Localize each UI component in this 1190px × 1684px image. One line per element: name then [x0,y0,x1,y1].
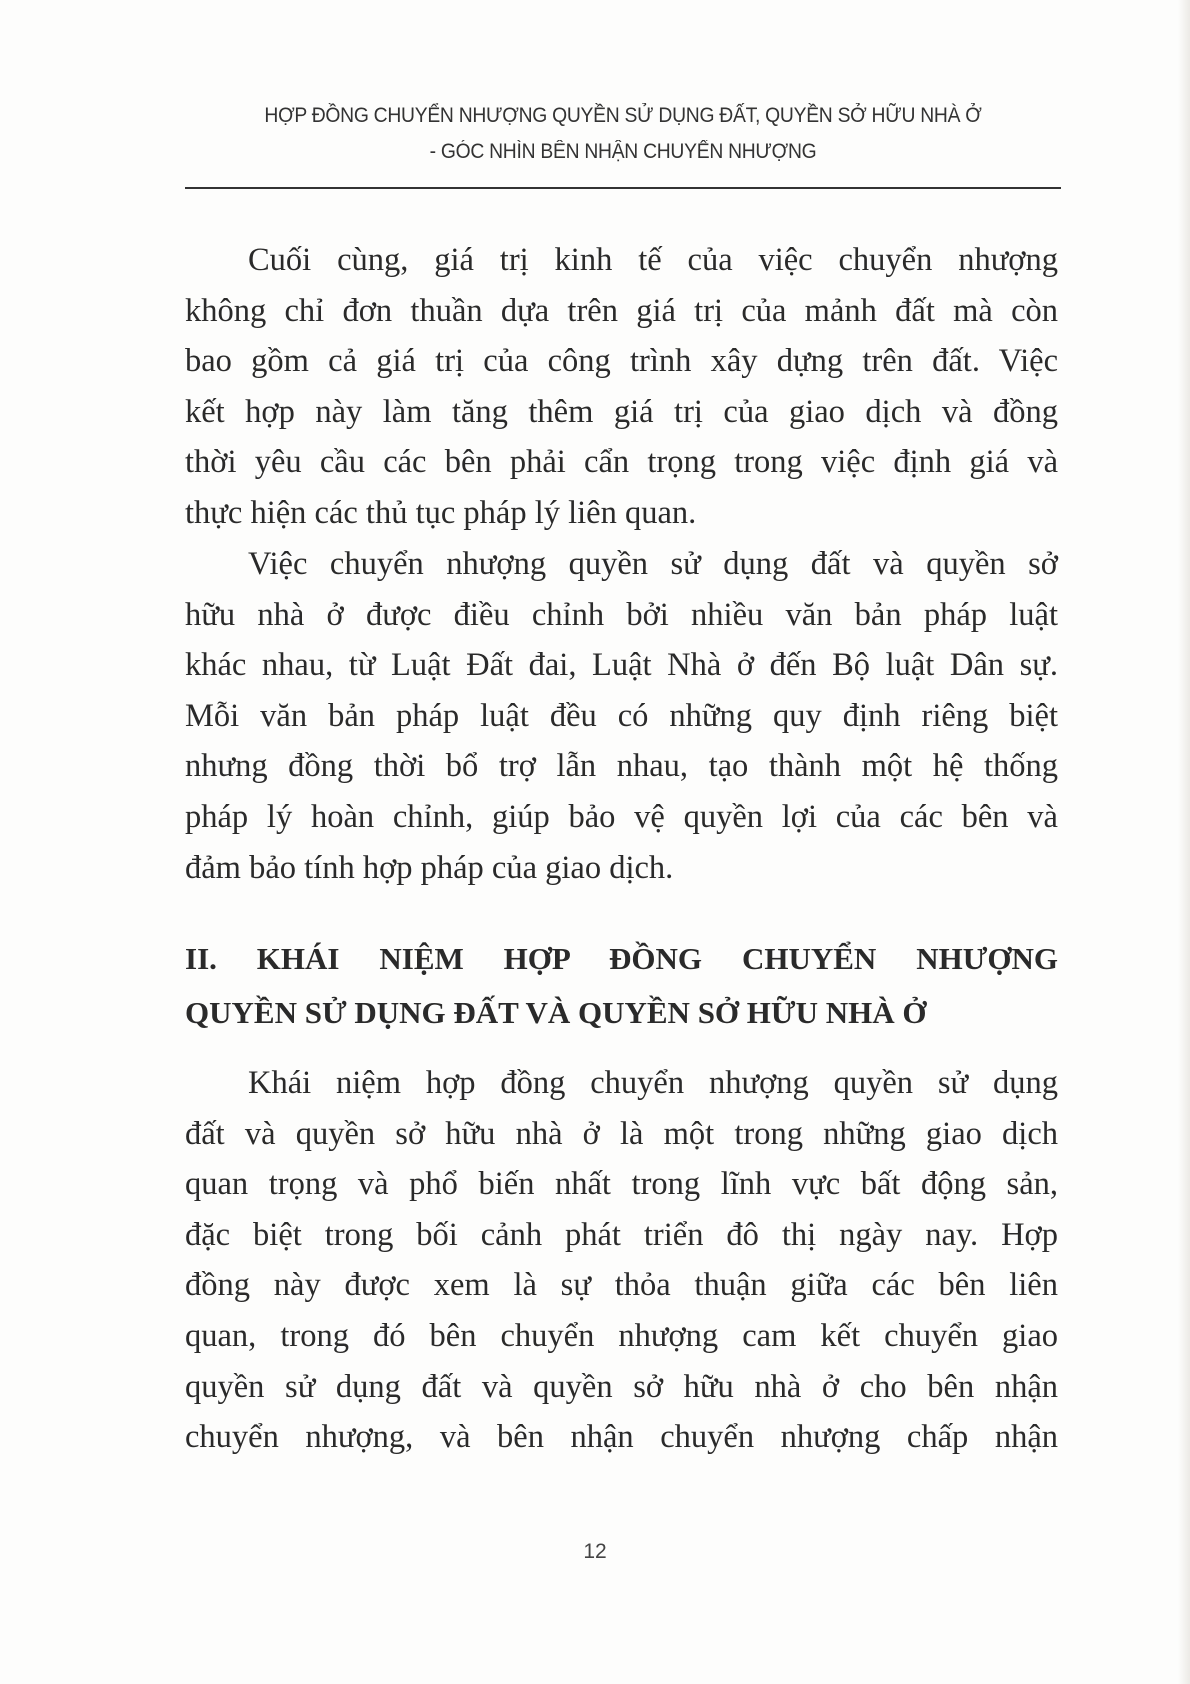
text-line: nhưng đồng thời bổ trợ lẫn nhau, tạo thành một hệ thống [185,748,1058,785]
text-line: quan, trong đó bên chuyển nhượng cam kết chuyển giao [185,1318,1058,1354]
text-line: thời yêu cầu các bên phải cẩn trọng trong việc định giá và [185,444,1058,481]
text-line: quan trọng và phổ biến nhất trong lĩnh vực bất động sản, [185,1166,1058,1203]
text-line: khác nhau, từ Luật Đất đai, Luật Nhà ở đến Bộ luật Dân sự. [185,647,1058,684]
text-line: Cuối cùng, giá trị kinh tế của việc chuyển nhượng [248,242,1058,278]
text-line: bao gồm cả giá trị của công trình xây dựng trên đất. Việc [185,343,1058,380]
text-line: pháp lý hoàn chỉnh, giúp bảo vệ quyền lợi của các bên và [185,799,1058,835]
section-heading-line-1: II. KHÁI NIỆM HỢP ĐỒNG CHUYỂN NHƯỢNG [185,941,1058,976]
running-header-line-1: HỢP ĐỒNG CHUYỂN NHƯỢNG QUYỀN SỬ DỤNG ĐẤT, QUYỀN SỞ HỮU NHÀ Ở [264,104,982,127]
text-line: chuyển nhượng, và bên nhận chuyển nhượng chấp nhận [185,1419,1058,1456]
header-rule [185,187,1061,189]
text-line: đồng này được xem là sự thỏa thuận giữa các bên liên [185,1267,1058,1304]
text-line: hữu nhà ở được điều chỉnh bởi nhiều văn bản pháp luật [185,596,1058,633]
text-line: thực hiện các thủ tục pháp lý liên quan. [185,495,697,531]
section-heading-line-2: QUYỀN SỬ DỤNG ĐẤT VÀ QUYỀN SỞ HỮU NHÀ Ở [185,995,927,1030]
text-line: không chỉ đơn thuần dựa trên giá trị của mảnh đất mà còn [185,292,1058,329]
page-number: 12 [583,1540,607,1563]
page-edge-shadow [1178,0,1190,1684]
text-line: Mỗi văn bản pháp luật đều có những quy định riêng biệt [185,697,1058,734]
running-header-line-2: - GÓC NHÌN BÊN NHẬN CHUYỂN NHƯỢNG [429,140,817,163]
text-line: đất và quyền sở hữu nhà ở là một trong những giao dịch [185,1115,1058,1152]
text-line: đảm bảo tính hợp pháp của giao dịch. [185,849,674,886]
text-line: quyền sử dụng đất và quyền sở hữu nhà ở cho bên nhận [185,1368,1058,1405]
text-line: Khái niệm hợp đồng chuyển nhượng quyền sử dụng [248,1065,1058,1101]
text-line: kết hợp này làm tăng thêm giá trị của giao dịch và đồng [185,393,1058,430]
text-line: đặc biệt trong bối cảnh phát triển đô thị ngày nay. Hợp [185,1216,1058,1253]
text-line: Việc chuyển nhượng quyền sử dụng đất và quyền sở [248,546,1058,582]
